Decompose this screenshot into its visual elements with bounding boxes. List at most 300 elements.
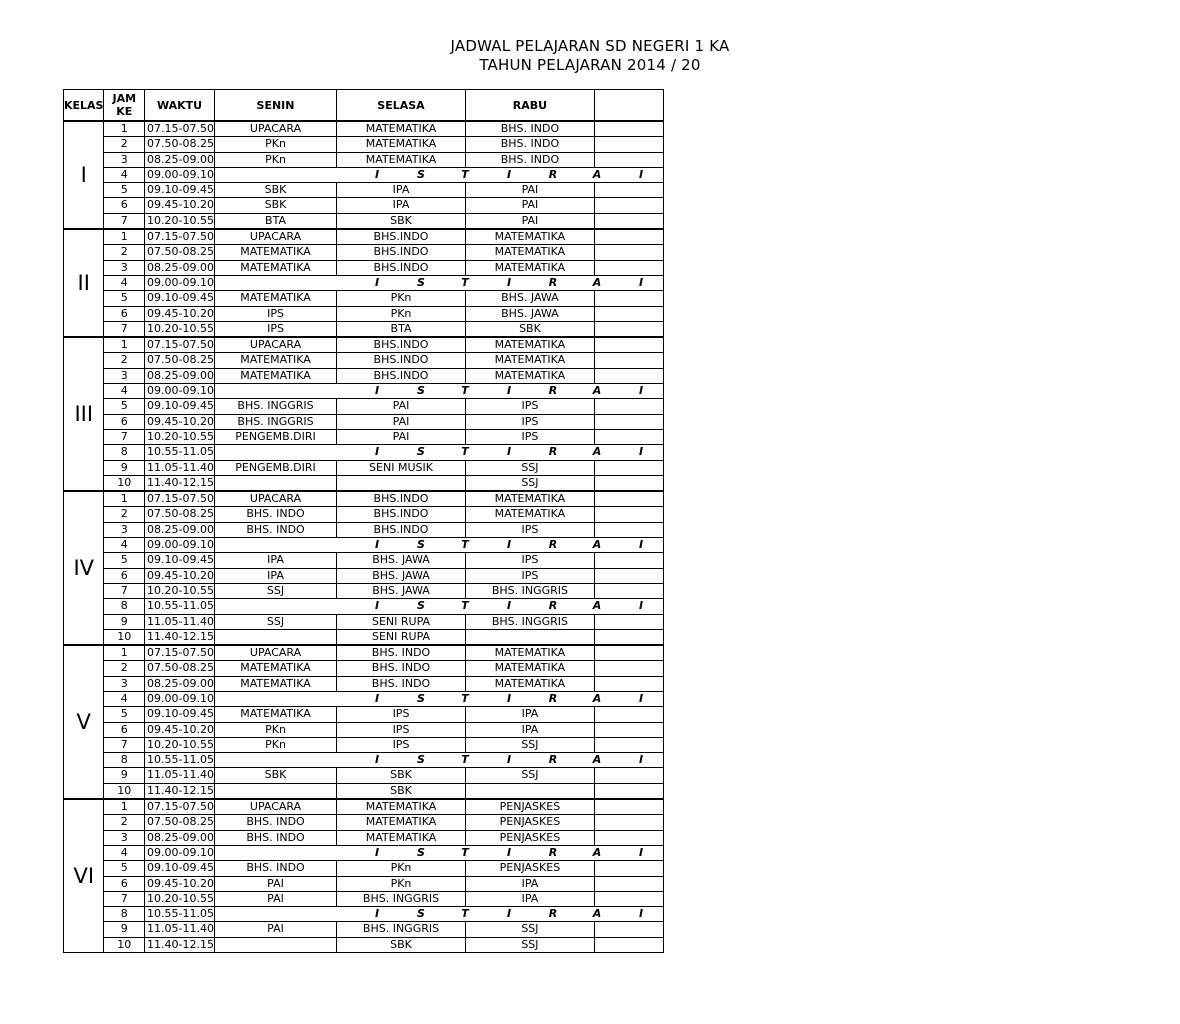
selasa-cell: BHS. JAWA [337,553,466,568]
jam-ke-cell: 6 [104,414,145,429]
table-row [64,922,664,937]
istirahat-letter: I [638,599,644,613]
jam-ke-cell: 4 [104,275,145,290]
waktu-cell: 07.50-08.25 [145,507,215,522]
jam-ke-cell: 7 [104,213,145,229]
waktu-cell: 09.00-09.10 [145,845,215,860]
waktu-cell: 09.00-09.10 [145,691,215,706]
senin-cell: MATEMATIKA [215,353,337,368]
next-day-cell [594,522,663,537]
break-row [64,845,664,860]
waktu-cell: 10.55-11.05 [145,907,215,922]
table-row [64,522,664,537]
senin-cell: SBK [215,198,337,213]
next-day-cell [594,645,663,661]
table-row [64,491,664,507]
senin-cell: UPACARA [215,121,337,137]
rabu-cell: BHS. JAWA [465,291,594,306]
selasa-cell: BHS.INDO [337,229,466,245]
table-row [64,399,664,414]
next-day-cell [594,152,663,167]
senin-cell: PAI [215,891,337,906]
senin-cell: PENGEMB.DIRI [215,429,337,444]
istirahat-letter: I [638,384,644,398]
selasa-cell: IPS [337,737,466,752]
selasa-cell: MATEMATIKA [337,815,466,830]
rabu-cell: SBK [465,321,594,337]
istirahat-letter: A [592,275,602,289]
rabu-cell: SSJ [465,737,594,752]
next-day-cell [594,737,663,752]
jam-ke-cell: 2 [104,661,145,676]
istirahat-cell [215,753,664,768]
next-day-cell [594,353,663,368]
senin-cell: IPA [215,568,337,583]
selasa-cell: IPA [337,198,466,213]
table-row [64,799,664,815]
senin-cell: UPACARA [215,799,337,815]
selasa-cell: PAI [337,399,466,414]
rabu-cell: IPS [465,568,594,583]
jam-ke-cell: 10 [104,783,145,799]
istirahat-letter: R [548,691,558,705]
table-row [64,337,664,353]
rabu-cell: SSJ [465,475,594,491]
table-row [64,353,664,368]
jam-ke-cell: 8 [104,599,145,614]
rabu-cell: IPA [465,876,594,891]
jam-ke-cell: 10 [104,629,145,645]
istirahat-letter: R [548,445,558,459]
istirahat-letter: S [417,167,425,181]
header-jam-ke: JAM KE [104,90,145,122]
selasa-cell: PKn [337,861,466,876]
istirahat-letter: I [506,275,512,289]
senin-cell: BTA [215,213,337,229]
istirahat-letter: I [374,845,380,859]
table-row [64,198,664,213]
next-day-cell [594,491,663,507]
jam-ke-cell: 9 [104,768,145,783]
next-day-cell [594,661,663,676]
istirahat-letter: T [461,691,469,705]
next-day-cell [594,815,663,830]
selasa-cell: BHS. INGGRIS [337,922,466,937]
istirahat-letter: S [417,538,425,552]
rabu-cell: IPS [465,553,594,568]
jam-ke-cell: 9 [104,614,145,629]
table-row [64,260,664,275]
next-day-cell [594,291,663,306]
jam-ke-cell: 9 [104,460,145,475]
next-day-cell [594,368,663,383]
istirahat-letter: S [417,384,425,398]
jam-ke-cell: 5 [104,553,145,568]
waktu-cell: 07.15-07.50 [145,645,215,661]
istirahat-letter: R [548,275,558,289]
break-row [64,753,664,768]
istirahat-letter: A [592,599,602,613]
selasa-cell: SENI RUPA [337,614,466,629]
next-day-cell [594,583,663,598]
jam-ke-cell: 4 [104,538,145,553]
table-row [64,876,664,891]
waktu-cell: 09.00-09.10 [145,384,215,399]
next-day-cell [594,198,663,213]
break-row [64,538,664,553]
header-senin: SENIN [215,90,337,122]
jam-ke-cell: 7 [104,429,145,444]
break-row [64,691,664,706]
table-row [64,815,664,830]
table-row [64,306,664,321]
next-day-cell [594,121,663,137]
istirahat-letter: T [461,384,469,398]
istirahat-letter: I [506,538,512,552]
waktu-cell: 08.25-09.00 [145,830,215,845]
istirahat-letter: I [506,167,512,181]
istirahat-letter: R [548,845,558,859]
waktu-cell: 09.45-10.20 [145,568,215,583]
waktu-cell: 07.50-08.25 [145,353,215,368]
selasa-cell: SENI MUSIK [337,460,466,475]
selasa-cell: MATEMATIKA [337,137,466,152]
next-day-cell [594,830,663,845]
istirahat-letter: I [506,691,512,705]
table-row [64,768,664,783]
senin-cell: BHS. INDO [215,507,337,522]
waktu-cell: 07.15-07.50 [145,799,215,815]
senin-cell: PAI [215,876,337,891]
waktu-cell: 07.50-08.25 [145,815,215,830]
istirahat-letter: S [417,599,425,613]
break-row [64,907,664,922]
waktu-cell: 11.40-12.15 [145,475,215,491]
senin-cell: PKn [215,137,337,152]
table-row [64,152,664,167]
table-row [64,291,664,306]
senin-cell: BHS. INGGRIS [215,399,337,414]
rabu-cell: MATEMATIKA [465,260,594,275]
waktu-cell: 07.15-07.50 [145,337,215,353]
jam-ke-cell: 6 [104,306,145,321]
rabu-cell: MATEMATIKA [465,645,594,661]
istirahat-letter: S [417,845,425,859]
istirahat-letter: I [638,907,644,921]
waktu-cell: 08.25-09.00 [145,368,215,383]
selasa-cell: BHS.INDO [337,353,466,368]
istirahat-letter: T [461,275,469,289]
table-row [64,475,664,491]
rabu-cell: BHS. JAWA [465,306,594,321]
rabu-cell: MATEMATIKA [465,337,594,353]
rabu-cell: IPA [465,722,594,737]
jam-ke-cell: 3 [104,368,145,383]
waktu-cell: 09.10-09.45 [145,707,215,722]
senin-cell [215,937,337,952]
rabu-cell: IPS [465,414,594,429]
next-day-cell [594,614,663,629]
jam-ke-cell: 6 [104,198,145,213]
waktu-cell: 10.55-11.05 [145,599,215,614]
waktu-cell: 09.45-10.20 [145,876,215,891]
table-row [64,937,664,952]
table-row [64,629,664,645]
jam-ke-cell: 8 [104,907,145,922]
table-row [64,861,664,876]
jam-ke-cell: 9 [104,922,145,937]
waktu-cell: 07.15-07.50 [145,491,215,507]
jam-ke-cell: 7 [104,321,145,337]
jam-ke-cell: 7 [104,891,145,906]
next-day-cell [594,475,663,491]
selasa-cell: PKn [337,876,466,891]
jam-ke-cell: 5 [104,861,145,876]
table-row [64,229,664,245]
waktu-cell: 09.10-09.45 [145,183,215,198]
header-row [64,90,664,122]
rabu-cell: MATEMATIKA [465,229,594,245]
istirahat-cell [215,445,664,460]
senin-cell: PENGEMB.DIRI [215,460,337,475]
next-day-cell [594,783,663,799]
jam-ke-cell: 5 [104,707,145,722]
jam-ke-cell: 8 [104,445,145,460]
senin-cell: MATEMATIKA [215,291,337,306]
next-day-cell [594,429,663,444]
senin-cell: BHS. INGGRIS [215,414,337,429]
next-day-cell [594,707,663,722]
jam-ke-cell: 6 [104,722,145,737]
waktu-cell: 08.25-09.00 [145,260,215,275]
waktu-cell: 07.50-08.25 [145,245,215,260]
next-day-cell [594,260,663,275]
table-row [64,722,664,737]
waktu-cell: 07.15-07.50 [145,121,215,137]
rabu-cell: SSJ [465,937,594,952]
istirahat-letter: A [592,538,602,552]
waktu-cell: 09.45-10.20 [145,306,215,321]
istirahat-cell [215,907,664,922]
istirahat-letter: R [548,753,558,767]
waktu-cell: 11.05-11.40 [145,614,215,629]
rabu-cell: PENJASKES [465,799,594,815]
waktu-cell: 11.40-12.15 [145,629,215,645]
next-day-cell [594,245,663,260]
jam-ke-cell: 6 [104,568,145,583]
senin-cell: SBK [215,183,337,198]
selasa-cell: IPA [337,183,466,198]
table-row [64,321,664,337]
jam-ke-cell: 4 [104,845,145,860]
table-row [64,414,664,429]
jam-ke-cell: 3 [104,830,145,845]
rabu-cell [465,783,594,799]
selasa-cell: MATEMATIKA [337,830,466,845]
table-row [64,830,664,845]
next-day-cell [594,891,663,906]
jam-ke-cell: 3 [104,676,145,691]
next-day-cell [594,676,663,691]
table-row [64,460,664,475]
rabu-cell: BHS. INDO [465,137,594,152]
waktu-cell: 10.20-10.55 [145,583,215,598]
istirahat-letter: T [461,753,469,767]
table-row [64,368,664,383]
senin-cell: MATEMATIKA [215,661,337,676]
jam-ke-cell: 1 [104,645,145,661]
senin-cell: PKn [215,737,337,752]
istirahat-letter: I [638,845,644,859]
waktu-cell: 11.05-11.40 [145,768,215,783]
senin-cell: PKn [215,722,337,737]
rabu-cell: BHS. INDO [465,121,594,137]
istirahat-letter: S [417,691,425,705]
rabu-cell [465,629,594,645]
jam-ke-cell: 7 [104,737,145,752]
rabu-cell: MATEMATIKA [465,245,594,260]
waktu-cell: 09.45-10.20 [145,414,215,429]
next-day-cell [594,861,663,876]
next-day-cell [594,321,663,337]
istirahat-cell [215,275,664,290]
istirahat-letter: I [374,384,380,398]
istirahat-letter: I [506,599,512,613]
rabu-cell: SSJ [465,768,594,783]
selasa-cell: SBK [337,783,466,799]
schedule-body [64,121,664,953]
istirahat-letter: S [417,275,425,289]
waktu-cell: 07.50-08.25 [145,137,215,152]
jam-ke-cell: 2 [104,245,145,260]
senin-cell: UPACARA [215,645,337,661]
senin-cell: UPACARA [215,229,337,245]
next-day-cell [594,722,663,737]
header-waktu: WAKTU [145,90,215,122]
break-row [64,599,664,614]
istirahat-cell [215,167,664,182]
next-day-cell [594,414,663,429]
senin-cell: IPS [215,306,337,321]
senin-cell: MATEMATIKA [215,707,337,722]
next-day-cell [594,137,663,152]
break-row [64,167,664,182]
class-label: III [64,337,104,491]
waktu-cell: 11.40-12.15 [145,937,215,952]
rabu-cell: IPA [465,891,594,906]
istirahat-letter: I [374,753,380,767]
istirahat-letter: T [461,907,469,921]
rabu-cell: MATEMATIKA [465,491,594,507]
waktu-cell: 09.10-09.45 [145,399,215,414]
next-day-cell [594,460,663,475]
selasa-cell: BHS.INDO [337,522,466,537]
class-label: VI [64,799,104,952]
waktu-cell: 08.25-09.00 [145,152,215,167]
selasa-cell: BHS. INDO [337,676,466,691]
waktu-cell: 10.20-10.55 [145,321,215,337]
selasa-cell: BHS. INDO [337,661,466,676]
waktu-cell: 10.55-11.05 [145,445,215,460]
selasa-cell: SBK [337,768,466,783]
senin-cell: BHS. INDO [215,830,337,845]
jam-ke-cell: 3 [104,260,145,275]
selasa-cell: BHS.INDO [337,337,466,353]
table-row [64,737,664,752]
istirahat-cell [215,538,664,553]
waktu-cell: 09.45-10.20 [145,198,215,213]
next-day-cell [594,876,663,891]
senin-cell: SSJ [215,583,337,598]
selasa-cell: PKn [337,291,466,306]
rabu-cell: MATEMATIKA [465,507,594,522]
istirahat-letter: I [374,907,380,921]
waktu-cell: 08.25-09.00 [145,676,215,691]
table-row [64,213,664,229]
istirahat-letter: A [592,167,602,181]
istirahat-letter: T [461,845,469,859]
jam-ke-cell: 1 [104,121,145,137]
istirahat-letter: I [506,753,512,767]
table-row [64,507,664,522]
senin-cell: MATEMATIKA [215,245,337,260]
class-label: II [64,229,104,337]
next-day-cell [594,337,663,353]
jam-ke-cell: 2 [104,137,145,152]
istirahat-letter: R [548,167,558,181]
selasa-cell: IPS [337,707,466,722]
selasa-cell: BHS. JAWA [337,568,466,583]
senin-cell: SSJ [215,614,337,629]
senin-cell [215,783,337,799]
jam-ke-cell: 2 [104,815,145,830]
senin-cell: MATEMATIKA [215,368,337,383]
istirahat-letter: S [417,753,425,767]
waktu-cell: 09.45-10.20 [145,722,215,737]
next-day-cell [594,568,663,583]
table-row [64,661,664,676]
senin-cell [215,475,337,491]
waktu-cell: 09.10-09.45 [145,861,215,876]
waktu-cell: 10.20-10.55 [145,213,215,229]
selasa-cell: BHS.INDO [337,491,466,507]
schedule-table [63,89,664,953]
istirahat-letter: I [638,445,644,459]
table-row [64,245,664,260]
selasa-cell: BHS.INDO [337,260,466,275]
selasa-cell: BHS. INDO [337,645,466,661]
rabu-cell: BHS. INGGRIS [465,614,594,629]
waktu-cell: 09.10-09.45 [145,291,215,306]
senin-cell: PAI [215,922,337,937]
jam-ke-cell: 4 [104,167,145,182]
istirahat-cell [215,599,664,614]
senin-cell: PKn [215,152,337,167]
senin-cell: UPACARA [215,491,337,507]
jam-ke-cell: 2 [104,353,145,368]
istirahat-letter: I [374,167,380,181]
selasa-cell: MATEMATIKA [337,152,466,167]
selasa-cell [337,475,466,491]
rabu-cell: SSJ [465,460,594,475]
senin-cell: BHS. INDO [215,861,337,876]
istirahat-letter: I [506,907,512,921]
waktu-cell: 10.20-10.55 [145,737,215,752]
istirahat-letter: R [548,599,558,613]
istirahat-letter: A [592,445,602,459]
selasa-cell: PAI [337,429,466,444]
rabu-cell: PAI [465,213,594,229]
